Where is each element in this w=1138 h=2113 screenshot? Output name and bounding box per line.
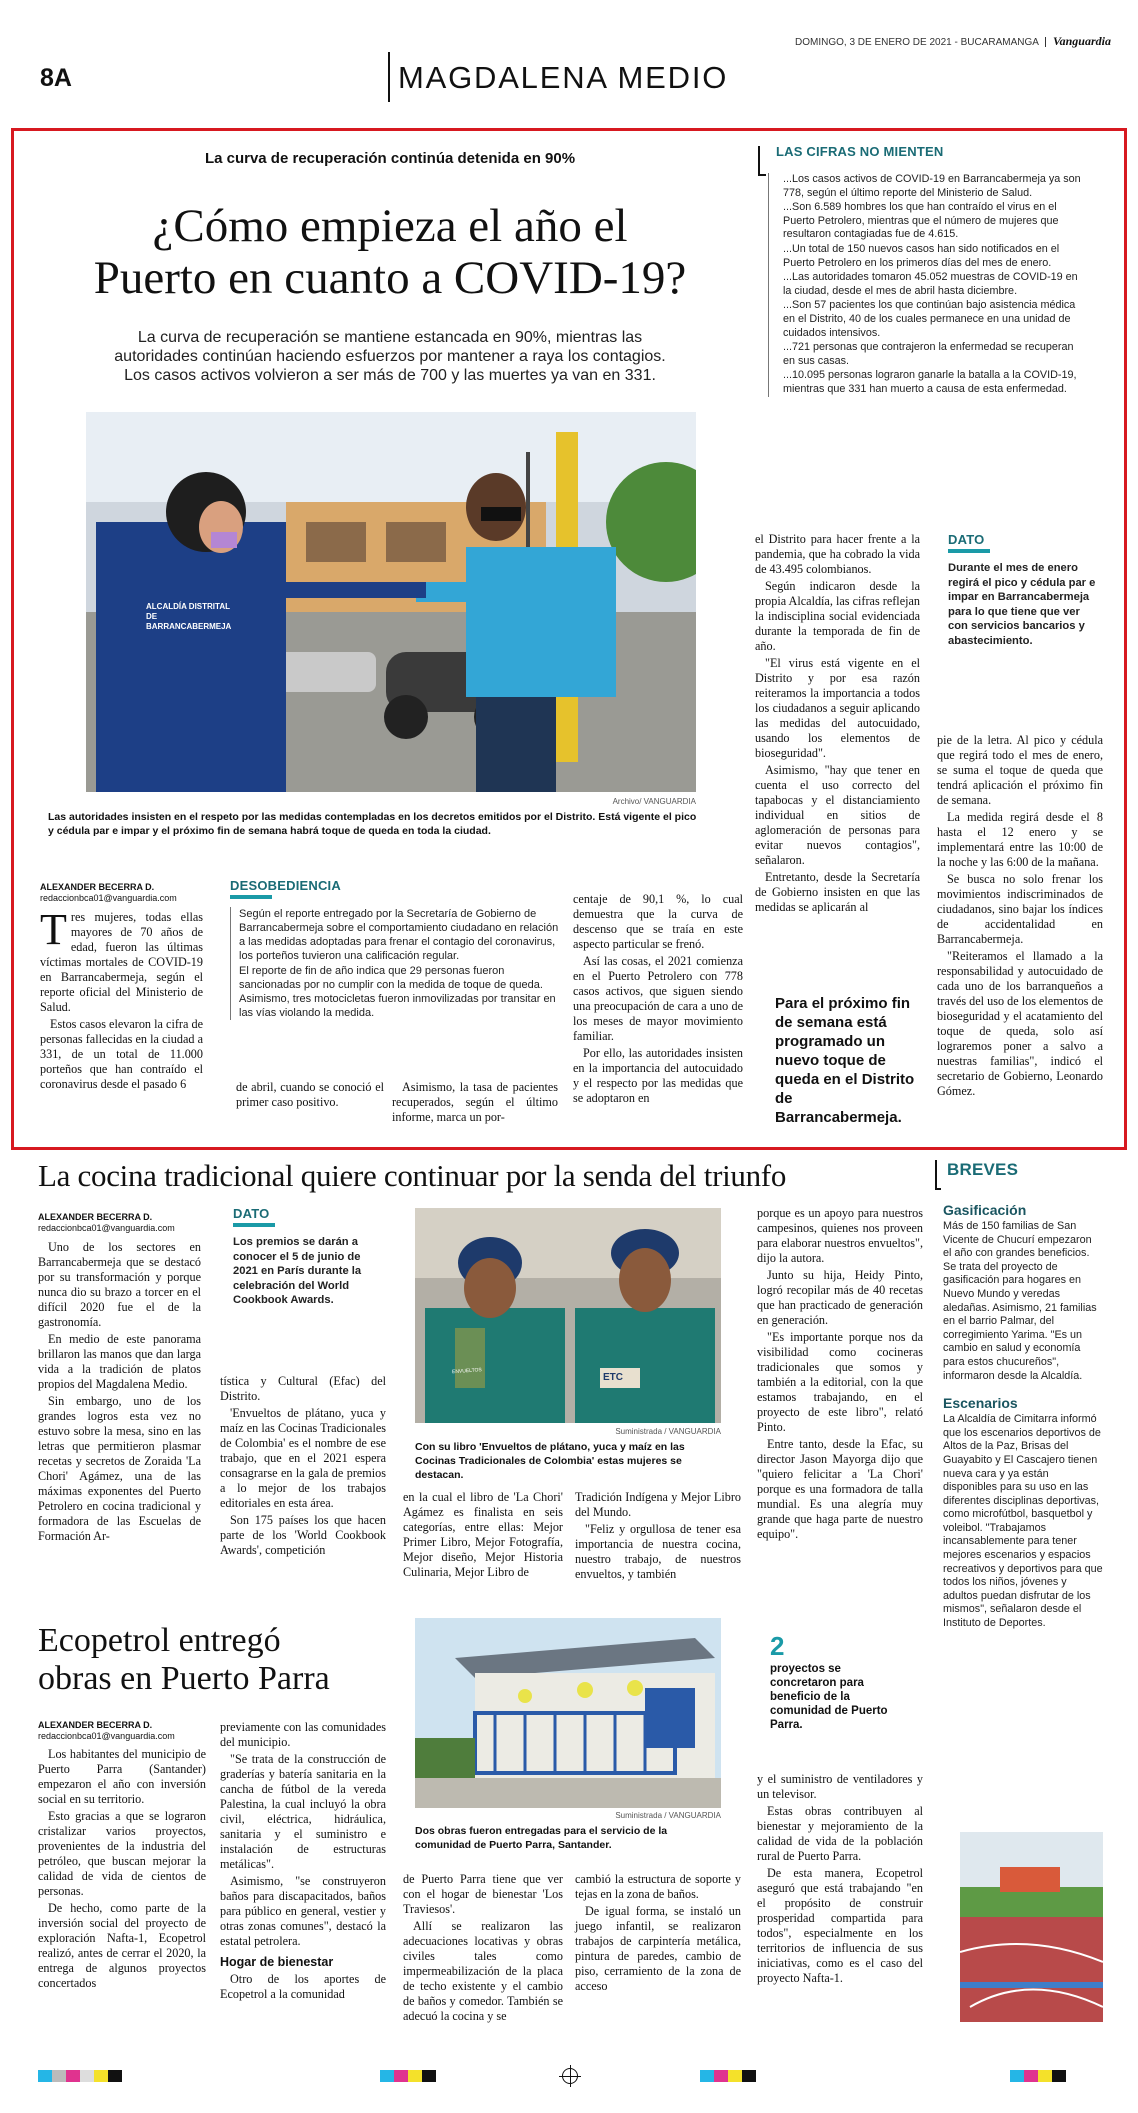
- ecopetrol-col-2-p1: previamente con las comunidades del municipio.: [220, 1720, 386, 1749]
- main-col-4-p1: centaje de 90,1 %, lo cual demuestra que la curva de descenso que se traía en este aspecto particular se frenó.: [573, 892, 743, 951]
- ecopetrol-col-1-p2: Esto gracias a que se lograron cristalizar varios proyectos, provenientes de la industria del petróleo, que buscan mejorar la calidad de vida de cientos de personas.: [38, 1809, 206, 1898]
- ecopetrol-col-3-p1: de Puerto Parra tiene que ver con el hogar de bienestar 'Los Traviesos'.: [403, 1872, 563, 1916]
- ecopetrol-col-4-p2: De igual forma, se instaló un juego infantil, se realizaron trabajos de carpintería metálica, pintura de paredes, cambio de piso, cerramiento de la zona de acceso: [575, 1904, 741, 1993]
- deck-line-1: La curva de recuperación se mantiene estancada en 90%, mientras las: [137, 329, 643, 346]
- ecopetrol-col-4: [575, 1872, 741, 1996]
- dateline: [795, 34, 1111, 49]
- swatch-yellow-b: [408, 2070, 422, 2082]
- brand-logo: Vanguardia: [1052, 34, 1111, 48]
- cocina-col-5-p2: Junto su hija, Heidy Pinto, logró recopilar más de 40 recetas que han practicado de generación en generación.: [757, 1268, 923, 1327]
- main-col-4-p2: Así las cosas, el 2021 comienza en el Puerto Petrolero con 778 casos activos, que siguen siendo una preocupación de cara a uno de los meses de mayor movimiento familiar.: [573, 954, 743, 1043]
- main-col-4: [573, 892, 743, 1108]
- ecopetrol-photo-illustration: [415, 1618, 721, 1808]
- desobediencia-p2: El reporte de fin de año indica que 29 personas fueron sancionadas por no cumplir con la medida de toque de queda. Asimismo, tres motocicletas fueron inmovilizadas por transitar en las vías violando la medida.: [239, 965, 556, 1019]
- ecopetrol-col-3: [403, 1872, 563, 2026]
- headline-line-1: ¿Cómo empieza el año el: [152, 200, 628, 252]
- book-cover-text: ENVUELTOS: [451, 1367, 483, 1376]
- swatch-gray-2: [80, 2070, 94, 2082]
- main-col-6-p2: La medida regirá desde el 8 hasta el 12 enero y se implementará entre las 10:00 de la noche y las 6:00 de la mañana.: [937, 810, 1103, 869]
- ecopetrol-subhead: Hogar de bienestar: [220, 1955, 334, 1969]
- desobediencia-bar: [230, 895, 272, 899]
- ecopetrol-col-2-p4: Otro de los aportes de Ecopetrol a la comunidad: [220, 1972, 386, 2001]
- swatch-gray: [52, 2070, 66, 2082]
- ecopetrol-byline: [38, 1720, 218, 1742]
- ecopetrol-photo-credit: Suministrada / VANGUARDIA: [615, 1811, 721, 1820]
- main-col-5-p2: Según indicaron desde la propia Alcaldía, las cifras reflejan la indisciplina social evidenciada durante la temporada de fin de año.: [755, 579, 920, 653]
- desobediencia-text: [230, 907, 565, 1020]
- ecopetrol-headline: [38, 1622, 330, 1698]
- main-col-1: [40, 905, 203, 1094]
- cocina-col-4-p2: "Feliz y orgullosa de tener esa importancia de nuestra cocina, nuestro trabajo, de nuestros envueltos, y también: [575, 1522, 741, 1581]
- swatch-black: [108, 2070, 122, 2082]
- cifras-item-4: ...Las autoridades tomaron 45.052 muestras de COVID-19 en la ciudad, desde el mes de abril hasta diciembre.: [783, 271, 1078, 297]
- cocina-col-2: [220, 1374, 386, 1560]
- main-col-6-p1: pie de la letra. Al pico y cédula que regirá todo el mes de enero, se suma el toque de queda que tendrá aplicación el próximo fin de semana.: [937, 733, 1103, 807]
- cocina-col-5-p4: Entre tanto, desde la Efac, su director Jason Mayorga dijo que "quiero felicitar a 'La Chori' porque es una formadora de talla mundial. Es una alegría muy grande que haga parte de nuestro equipo".: [757, 1437, 923, 1541]
- registration-mark: [562, 2068, 578, 2084]
- desobediencia-title: DESOBEDIENCIA: [230, 878, 341, 893]
- cifras-item-2: ...Son 6.589 hombres los que han contraído el virus en el Puerto Petrolero, mientras que el número de mujeres que resultaron contagiadas fue de 4.615.: [783, 201, 1059, 241]
- swatch-magenta-c: [714, 2070, 728, 2082]
- ecopetrol-stat-number: 2: [770, 1631, 785, 1661]
- cifras-list: [768, 173, 1088, 397]
- main-byline-email: redaccionbca01@vanguardia.com: [40, 893, 177, 903]
- cifras-item-7: ...10.095 personas lograron ganarle la batalla a la COVID-19, mientras que 331 han muerto a causa de esta enfermedad.: [783, 369, 1077, 395]
- cocina-dato-title: DATO: [233, 1206, 270, 1221]
- main-photo: [86, 412, 696, 792]
- dato-box: [948, 532, 1098, 648]
- kicker: La curva de recuperación continúa detenida en 90%: [204, 150, 576, 167]
- cifras-item-5: ...Son 57 pacientes los que continúan bajo asistencia médica en el Distrito, 40 de los cuales permanece en una unidad de cuidados intensivos.: [783, 299, 1076, 339]
- deck-line-3: Los casos activos volvieron a ser más de 700 y las muertes ya van en 331.: [124, 367, 656, 384]
- swatch-black-c: [742, 2070, 756, 2082]
- cocina-byline: [38, 1212, 218, 1234]
- main-col-5-p1: el Distrito para hacer frente a la pandemia, que ha cobrado la vida de 43.495 colombianos.: [755, 532, 920, 576]
- breves-sidebar: [943, 1160, 1103, 1631]
- main-col-6-p3: Se busca no solo frenar los movimientos indiscriminados de ciudadanos, sino bajar los índices de accidentalidad en Barrancabermeja.: [937, 872, 1103, 946]
- breves-item-1-title: Gasificación: [943, 1202, 1027, 1218]
- cocina-col-1-p3: Sin embargo, uno de los grandes logros esta vez no estuvo sobre la mesa, sino en las letras que permitieron plasmar recetas y secretos de Zoraida 'La Chori' Agámez, una de las máximas exponentes del Puerto Petrolero en cocina tradicional y formadora de las Escuelas de Formación Ar-: [38, 1394, 201, 1543]
- cocina-photo-illustration: [415, 1208, 721, 1423]
- cocina-byline-name: ALEXANDER BECERRA D.: [38, 1212, 153, 1222]
- swatch-cyan-b: [380, 2070, 394, 2082]
- cocina-col-4-p1: Tradición Indígena y Mejor Libro del Mundo.: [575, 1490, 741, 1519]
- breves-bracket: [935, 1160, 941, 1190]
- color-bar-right-1: [700, 2070, 756, 2082]
- ecopetrol-col-3-p2: Allí se realizaron las adecuaciones locativas y obras civiles tales como impermeabilización de la placa de techo existente y el cambio de baños y comedor. También se adecuó la cocina y se: [403, 1919, 563, 2023]
- apron-badge: ETC: [603, 1372, 623, 1383]
- ecopetrol-col-1: [38, 1747, 206, 1993]
- swatch-magenta-d: [1024, 2070, 1038, 2082]
- breves-item-1-text: Más de 150 familias de San Vicente de Chucurí empezaron el año con grandes beneficios. Se trata del proyecto de gasificación para hogares en Nuevo Mundo y veredas aledañas. Asimismo, 21 familias en el barrio Palmar, del corregimiento Yarima. "Es un cambio en salud y economía para estos chucureños", informaron desde la Alcaldía.: [943, 1220, 1097, 1382]
- swatch-cyan: [38, 2070, 52, 2082]
- cocina-byline-email: redaccionbca01@vanguardia.com: [38, 1223, 175, 1233]
- header-divider: [388, 52, 390, 102]
- color-bar-right-2: [1010, 2070, 1066, 2082]
- main-col-3-bottom: Asimismo, la tasa de pacientes recuperados, según el último informe, marca un por-: [392, 1080, 558, 1124]
- page-number: 8A: [40, 64, 72, 92]
- cifras-title: LAS CIFRAS NO MIENTEN: [776, 144, 944, 159]
- main-col-4-p3: Por ello, las autoridades insisten en la importancia del autocuidado y el respecto por las medidas que se adoptaron en: [573, 1046, 743, 1105]
- registration-cross-v: [570, 2065, 571, 2087]
- main-col-5: [755, 532, 920, 917]
- cocina-col-2-p2: 'Envueltos de plátano, yuca y maíz en las Cocinas Tradicionales de Colombia' es el nombre de ese trabajo, que en el 2021 espera consagrarse en la gala de premios a lo mejor de los trabajos editoriales en esta área.: [220, 1406, 386, 1510]
- main-col-6-p4: "Reiteramos el llamado a la responsabilidad y autocuidado de cada uno de los barranqueños a través del uso de los elementos de bioseguridad y el acatamiento del toque de queda, solo así lograremos poner a salvo a nuestras familias", indicó el secretario de Gobierno, Leonardo Gómez.: [937, 949, 1103, 1098]
- main-col-5-p4: Asimismo, "hay que tener en cuenta el uso correcto del tapabocas y el distanciamiento individual en sitios de aglomeración de personas para evitar nuevos contagios", señalaron.: [755, 763, 920, 867]
- cifras-item-1: ...Los casos activos de COVID-19 en Barrancabermeja ya son 778, según el último reporte del Ministerio de Salud.: [783, 173, 1081, 199]
- main-col-6: [937, 733, 1103, 1101]
- ecopetrol-stat-text: proyectos se concretaron para beneficio de la comunidad de Puerto Parra.: [770, 1663, 888, 1731]
- breves-item-2-title: Escenarios: [943, 1395, 1018, 1412]
- main-col-5-p5: Entretanto, desde la Secretaría de Gobierno insisten en que las medidas se aplicarán al: [755, 870, 920, 914]
- swatch-magenta-b: [394, 2070, 408, 2082]
- cocina-dato-text: Los premios se darán a conocer el 5 de junio de 2021 en París durante la celebración del World Cookbook Awards.: [233, 1236, 362, 1306]
- desobediencia-p1: Según el reporte entregado por la Secretaría de Gobierno de Barrancabermeja sobre el comportamiento ciudadano en relación a las medidas adoptadas para frenar el contagio del coronavirus, los porteños tuvieron una calificación regular.: [239, 908, 559, 962]
- cifras-item-6: ...721 personas que contrajeron la enfermedad se recuperan en sus casas.: [783, 341, 1074, 367]
- cocina-col-2-p3: Son 175 países los que hacen parte de los 'World Cookbook Awards', competición: [220, 1513, 386, 1557]
- main-col-2-bottom: de abril, cuando se conoció el primer caso positivo.: [236, 1080, 384, 1109]
- cocina-col-4: [575, 1490, 741, 1584]
- swatch-cyan-d: [1010, 2070, 1024, 2082]
- color-bar-left: [38, 2070, 122, 2082]
- ecopetrol-col-1-p3: De hecho, como parte de la inversión social del proyecto de exploración Nafta-1, Ecopetrol realizó, antes de cerrar el 2020, la entrega de algunos proyectos concertados: [38, 1901, 206, 1990]
- main-col-1-p1-text: res mujeres, todas ellas mayores de 70 años de edad, fueron las últimas víctimas mortales de COVID-19 en Barrancabermeja, según el reporte oficial del Ministerio de Salud.: [40, 910, 203, 1014]
- main-caption: Las autoridades insisten en el respeto por las medidas contempladas en los decretos emitidos por el Distrito. Está vigente el pico y cédula par e impar y el próximo fin de semana habrá toque de queda en toda la ciudad.: [48, 811, 697, 837]
- ecopetrol-col-1-p1: Los habitantes del municipio de Puerto Parra (Santander) empezaron el año con inversión social en su territorio.: [38, 1747, 206, 1806]
- cifras-item-3: ...Un total de 150 nuevos casos han sido notificados en el Puerto Petrolero en los primeros días del mes de enero.: [783, 242, 1060, 269]
- section-title: MAGDALENA MEDIO: [398, 60, 729, 95]
- main-photo-credit: Archivo/ VANGUARDIA: [612, 797, 696, 806]
- cocina-col-1-p2: En medio de este panorama brillaron las manos que dan larga vida a la tradición de platos propios del Magdalena Medio.: [38, 1332, 201, 1391]
- cifras-box: [768, 144, 1088, 398]
- ecopetrol-caption: Dos obras fueron entregadas para el servicio de la comunidad de Puerto Parra, Santander.: [415, 1825, 668, 1851]
- swatch-cyan-c: [700, 2070, 714, 2082]
- cocina-col-1-p1: Uno de los sectores en Barrancabermeja que se destacó por su transformación y porque nunca dio su brazo a torcer en el difícil 2020 fue el de la gastronomía.: [38, 1240, 201, 1329]
- breves-photo: [960, 1832, 1103, 2022]
- main-byline: [40, 882, 220, 904]
- cocina-caption: Con su libro 'Envueltos de plátano, yuca y maíz en las Cocinas Tradicionales de Colombia' estas mujeres se destacan.: [415, 1441, 685, 1481]
- cocina-dato-bar: [233, 1223, 275, 1227]
- ecopetrol-headline-line-1: Ecopetrol entregó: [38, 1622, 281, 1659]
- cocina-col-5-p3: "Es importante porque nos da visibilidad como cocineras tradicionales que somos y también a la editorial, con la que estamos trabajando, en el proyecto de este libro", relató Pinto.: [757, 1330, 923, 1434]
- main-byline-name: ALEXANDER BECERRA D.: [40, 882, 155, 892]
- cifras-bracket: [758, 146, 766, 176]
- main-col-1-p2: Estos casos elevaron la cifra de personas fallecidas en la ciudad a 331, de un total de 11.000 porteños que han contraído el coronavirus desde el pasado 6: [40, 1017, 203, 1091]
- main-col-1-p1: [40, 905, 203, 1015]
- ecopetrol-headline-line-2: obras en Puerto Parra: [38, 1660, 330, 1697]
- cocina-headline: La cocina tradicional quiere continuar por la senda del triunfo: [38, 1158, 787, 1193]
- ecopetrol-col-5-p2: Estas obras contribuyen al bienestar y mejoramiento de la calidad de vida de la población rural de Puerto Parra.: [757, 1804, 923, 1863]
- swatch-magenta: [66, 2070, 80, 2082]
- ecopetrol-col-4-p1: cambió la estructura de soporte y tejas en la zona de baños.: [575, 1872, 741, 1901]
- swatch-yellow-c: [728, 2070, 742, 2082]
- color-bar-mid: [380, 2070, 436, 2082]
- breves-photo-illustration: [960, 1832, 1103, 2022]
- cocina-col-3: en la cual el libro de 'La Chori' Agámez es finalista en seis categorías, entre ellas: Mejor Primer Libro, Mejor Fotografía, Mejor diseño, Mejor Historia Culinaria, Mejor Libro de: [403, 1490, 563, 1579]
- ecopetrol-col-5-p1: y el suministro de ventiladores y un televisor.: [757, 1772, 923, 1801]
- drop-cap: T: [40, 905, 67, 954]
- headline: [30, 200, 750, 304]
- ecopetrol-byline-email: redaccionbca01@vanguardia.com: [38, 1731, 175, 1741]
- cocina-col-5-p1: porque es un apoyo para nuestros campesinos, quienes nos proveen para elaborar nuestros envueltos", dijo la autora.: [757, 1206, 923, 1265]
- date-text: DOMINGO, 3 DE ENERO DE 2021 - BUCARAMANGA: [795, 37, 1039, 48]
- dato-title: DATO: [948, 532, 985, 547]
- cocina-dato-box: [233, 1206, 383, 1308]
- dato-bar: [948, 549, 990, 553]
- ecopetrol-col-5-p3: De esta manera, Ecopetrol aseguró que está trabajando "en el propósito de construir prosperidad compartida para todos", especialmente en los territorios de influencia de sus iniciativas, como es el caso del proyecto Nafta-1.: [757, 1866, 923, 1985]
- cocina-col-5: [757, 1206, 923, 1544]
- cocina-photo-credit: Suministrada / VANGUARDIA: [615, 1427, 721, 1436]
- brand-divider: [1045, 37, 1046, 47]
- cocina-col-1: [38, 1240, 201, 1546]
- ecopetrol-photo: [415, 1618, 721, 1808]
- callout: Para el próximo fin de semana está programado un nuevo toque de queda en el Distrito de Barrancabermeja.: [775, 995, 915, 1126]
- deck-line-2: autoridades continúan haciendo esfuerzos por mantener a raya los contagios.: [114, 348, 666, 365]
- main-col-5-p3: "El virus está vigente en el Distrito y por esa razón reiteramos la importancia a todos los ciudadanos a seguir aplicando las medidas del autocuidado, usando los elementos de bioseguridad".: [755, 656, 920, 760]
- ecopetrol-stat: [770, 1632, 910, 1732]
- cocina-col-2-p1: tística y Cultural (Efac) del Distrito.: [220, 1374, 386, 1403]
- dato-text: Durante el mes de enero regirá el pico y cédula par e impar en Barrancabermeja para lo que tiene que ver con servicios bancarios y abastecimiento.: [948, 562, 1096, 647]
- swatch-yellow: [94, 2070, 108, 2082]
- breves-title: BREVES: [947, 1160, 1019, 1179]
- swatch-yellow-d: [1038, 2070, 1052, 2082]
- ecopetrol-col-2-p2: "Se trata de la construcción de graderías y batería sanitaria en la cancha de fútbol de la vereda Palestina, la cual incluyó la obra civil, eléctrica, hidráulica, sanitaria y el suministro e instalación de estructuras metálicas".: [220, 1752, 386, 1871]
- ecopetrol-byline-name: ALEXANDER BECERRA D.: [38, 1720, 153, 1730]
- vest-text: ALCALDÍA DISTRITAL DE BARRANCABERMEJA: [146, 602, 232, 631]
- headline-line-2: Puerto en cuanto a COVID-19?: [93, 252, 687, 304]
- ecopetrol-col-5: [757, 1772, 923, 1988]
- breves-item-2-text: La Alcaldía de Cimitarra informó que los escenarios deportivos de Altos de la Paz, Brisas del Guayabito y El Cascajero tienen nueva cara y ya están disponibles para su uso en las diferentes disciplinas deportivas, como microfútbol, basquetbol y voleibol. "Trabajamos incansablemente para tener mejores escenarios y espacios recreativos y deportivos para que todos los niños, jóvenes y adultos puedan disfrutar de los mismos", señalaron desde el Instituto de Deportes.: [943, 1413, 1103, 1630]
- swatch-black-d: [1052, 2070, 1066, 2082]
- desobediencia-box: [230, 878, 565, 1021]
- deck: [60, 328, 720, 385]
- swatch-black-b: [422, 2070, 436, 2082]
- ecopetrol-col-2-p3: Asimismo, "se construyeron baños para discapacitados, baños para público en general, vestier y otras zonas comunes", destacó la estatal petrolera.: [220, 1874, 386, 1948]
- cocina-photo: [415, 1208, 721, 1423]
- ecopetrol-col-2: [220, 1720, 386, 2004]
